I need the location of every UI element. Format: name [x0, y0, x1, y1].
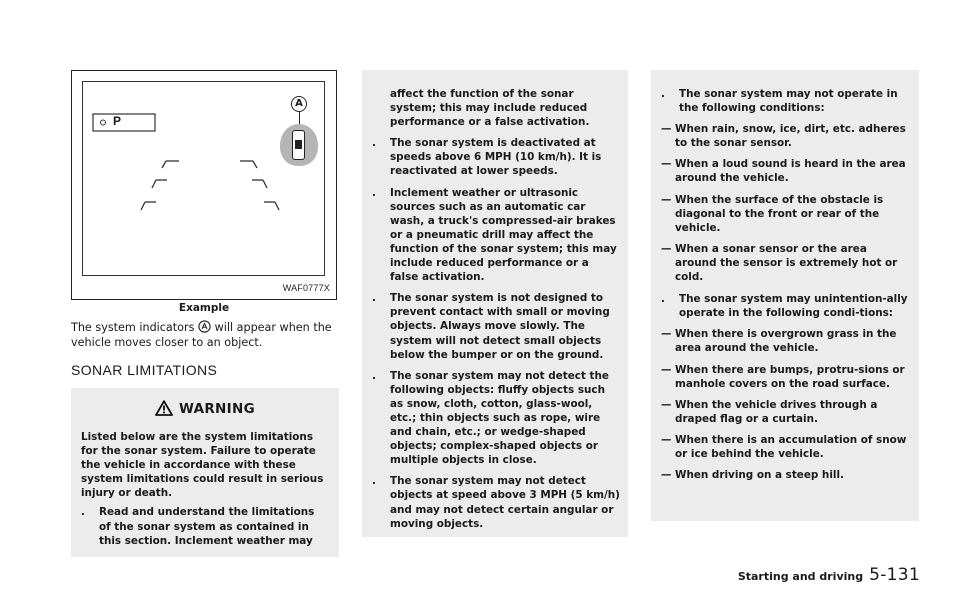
- camera-display-screen: [82, 81, 325, 276]
- camera-icon: [198, 320, 211, 333]
- list-item: . The sonar system may not operate in the following conditions:: [661, 88, 898, 115]
- warning-intro: Listed below are the system limitations for the sonar system. Failure to operate the vehicle in accordance with these system limitations could result in serious injury or death.: [81, 431, 324, 500]
- sub-list-item: — When there is an accumulation of snow or ice behind the vehicle.: [661, 433, 907, 460]
- warning-triangle-icon: [155, 400, 173, 416]
- sub-list-item: — When driving on a steep hill.: [661, 469, 844, 482]
- page-number: 5-131: [869, 565, 920, 585]
- vehicle-top-view-icon: [280, 124, 318, 166]
- intro-paragraph: The system indicators will appear when the vehicle moves closer to an object.: [71, 321, 332, 349]
- sub-list-item: — When a loud sound is heard in the area around the vehicle.: [661, 158, 906, 185]
- parking-guide-lines: [83, 82, 323, 274]
- list-item: . The sonar system may unintention-ally operate in the following condi-tions:: [661, 293, 908, 320]
- page-footer: [738, 565, 920, 585]
- footer-section-name: Starting and driving: [737, 570, 864, 583]
- list-item: . The sonar system may not detect the following objects: fluffy objects such as snow, cloth, cotton, glass-wool, etc.; thin objects such as rope, wire and chain, etc.; or wedge-shaped objects; complex-shaped objects or multiple objects in close.: [372, 369, 609, 467]
- sub-list-item: — When the vehicle drives through a draped flag or a curtain.: [661, 398, 878, 425]
- shift-position-text: P: [113, 114, 122, 128]
- column-2-panel: [362, 70, 628, 537]
- column-3-panel: [651, 70, 919, 521]
- list-item: . Inclement weather or ultrasonic sources such as an automatic car wash, a truck's compressed-air brakes or a pneumatic drill may affect the function of the sonar system; this may include reduced performance or a false activation.: [372, 186, 617, 284]
- list-item: . The sonar system may not detect objects at speed above 3 MPH (5 km/h) and may not detect certain angular or moving objects.: [372, 475, 620, 530]
- warning-bullet-continuation: affect the function of the sonar system; this may include reduced performance or a false activation.: [390, 88, 590, 129]
- warning-box: [71, 388, 339, 557]
- sub-list-item: — When there are bumps, protru-sions or manhole covers on the road surface.: [661, 363, 905, 390]
- list-item: . The sonar system is not designed to prevent contact with small or moving objects. Always move slowly. The system will not detect small objects below the bumper or on the ground.: [372, 292, 610, 361]
- figure-caption: Example: [178, 302, 230, 314]
- sub-list-item: — When there is overgrown grass in the area around the vehicle.: [661, 328, 897, 355]
- illustration-figure: [71, 70, 337, 300]
- sub-list-item: — When a sonar sensor or the area around the sensor is extremely hot or cold.: [661, 242, 898, 284]
- list-item: . The sonar system is deactivated at speeds above 6 MPH (10 km/h). It is reactivated at lower speeds.: [372, 137, 602, 178]
- sonar-indicator-icon: A: [291, 96, 307, 112]
- sub-list-item: — When rain, snow, ice, dirt, etc. adheres to the sonar sensor.: [661, 123, 906, 150]
- warning-title: WARNING: [71, 400, 339, 417]
- section-heading: SONAR LIMITATIONS: [71, 362, 218, 378]
- figure-code: WAF0777X: [282, 283, 330, 293]
- sub-list-item: — When the surface of the obstacle is diagonal to the front or rear of the vehicle.: [661, 193, 884, 234]
- warning-bullet: . Read and understand the limitations of the sonar system as contained in this section. Inclement weather may: [81, 506, 315, 547]
